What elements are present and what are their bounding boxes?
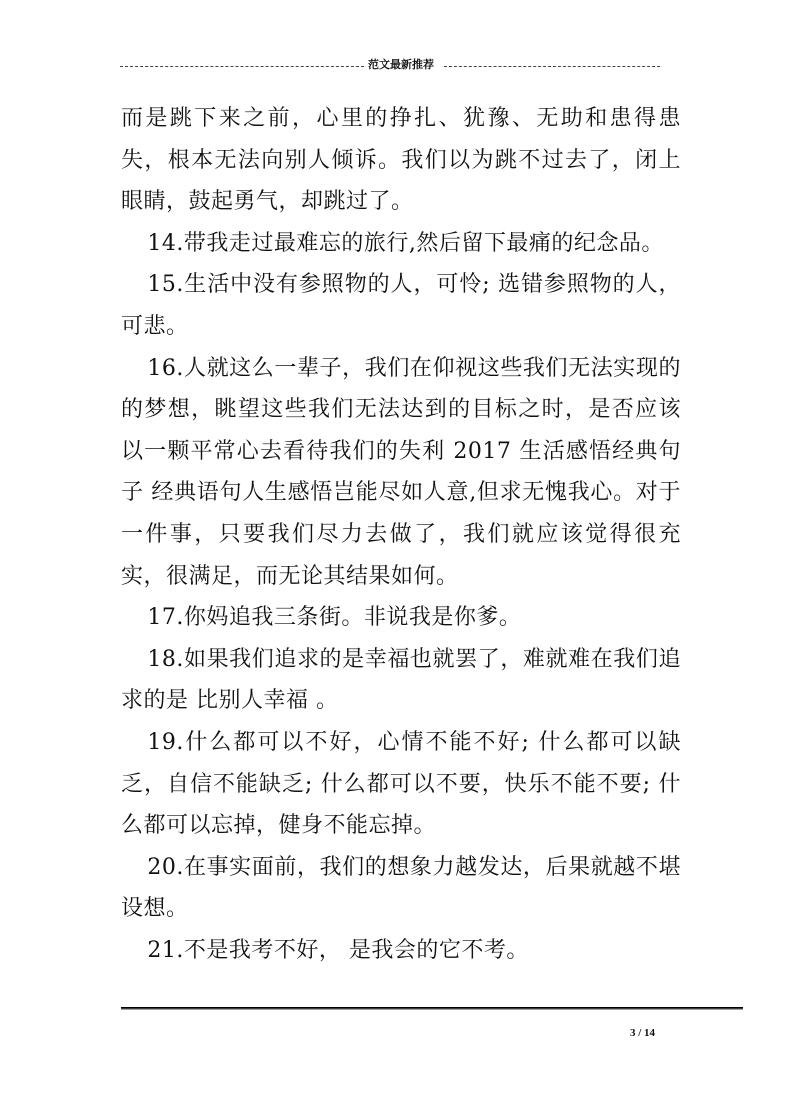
document-body <box>121 98 681 971</box>
paragraph-16: 16.人就这么一辈子，我们在仰视这些我们无法实现的的梦想，眺望这些我们无法达到的目标之时，是否应该以一颗平常心去看待我们的失利 2017 生活感悟经典句子 经典语句人生感悟岂能尽如人意,但求无愧我心。对于一件事，只要我们尽力去做了，我们就应该觉得很充实，很满足，而无论其结果如何。 <box>121 355 681 589</box>
paragraph-17: 17.你妈追我三条街。非说我是你爹。 <box>147 605 522 631</box>
header-dashed-line-right <box>444 66 660 67</box>
page-number: 3 / 14 <box>630 1027 656 1039</box>
paragraph-19: 19.什么都可以不好，心情不能不好; 什么都可以缺乏，自信不能缺乏; 什么都可以不要，快乐不能不要; 什么都可以忘掉，健身不能忘掉。 <box>121 729 681 839</box>
paragraph-21: 21.不是我考不好， 是我会的它不考。 <box>147 937 529 963</box>
paragraph-20: 20.在事实面前，我们的想象力越发达，后果就越不堪设想。 <box>121 854 681 922</box>
header-dashed-line-left <box>120 66 364 67</box>
page-header <box>120 57 660 73</box>
paragraph-continued: 而是跳下来之前，心里的挣扎、犹豫、无助和患得患失，根本无法向别人倾诉。我们以为跳不过去了，闭上眼睛，鼓起勇气，却跳过了。 <box>121 106 681 215</box>
footer-divider <box>121 1007 743 1010</box>
paragraph-15: 15.生活中没有参照物的人，可怜; 选错参照物的人，可悲。 <box>121 272 681 339</box>
header-title: 范文最新推荐 <box>368 58 434 71</box>
paragraph-18: 18.如果我们追求的是幸福也就罢了，难就难在我们追求的是 比别人幸福 。 <box>121 646 681 714</box>
paragraph-14: 14.带我走过最难忘的旅行,然后留下最痛的纪念品。 <box>147 230 664 256</box>
